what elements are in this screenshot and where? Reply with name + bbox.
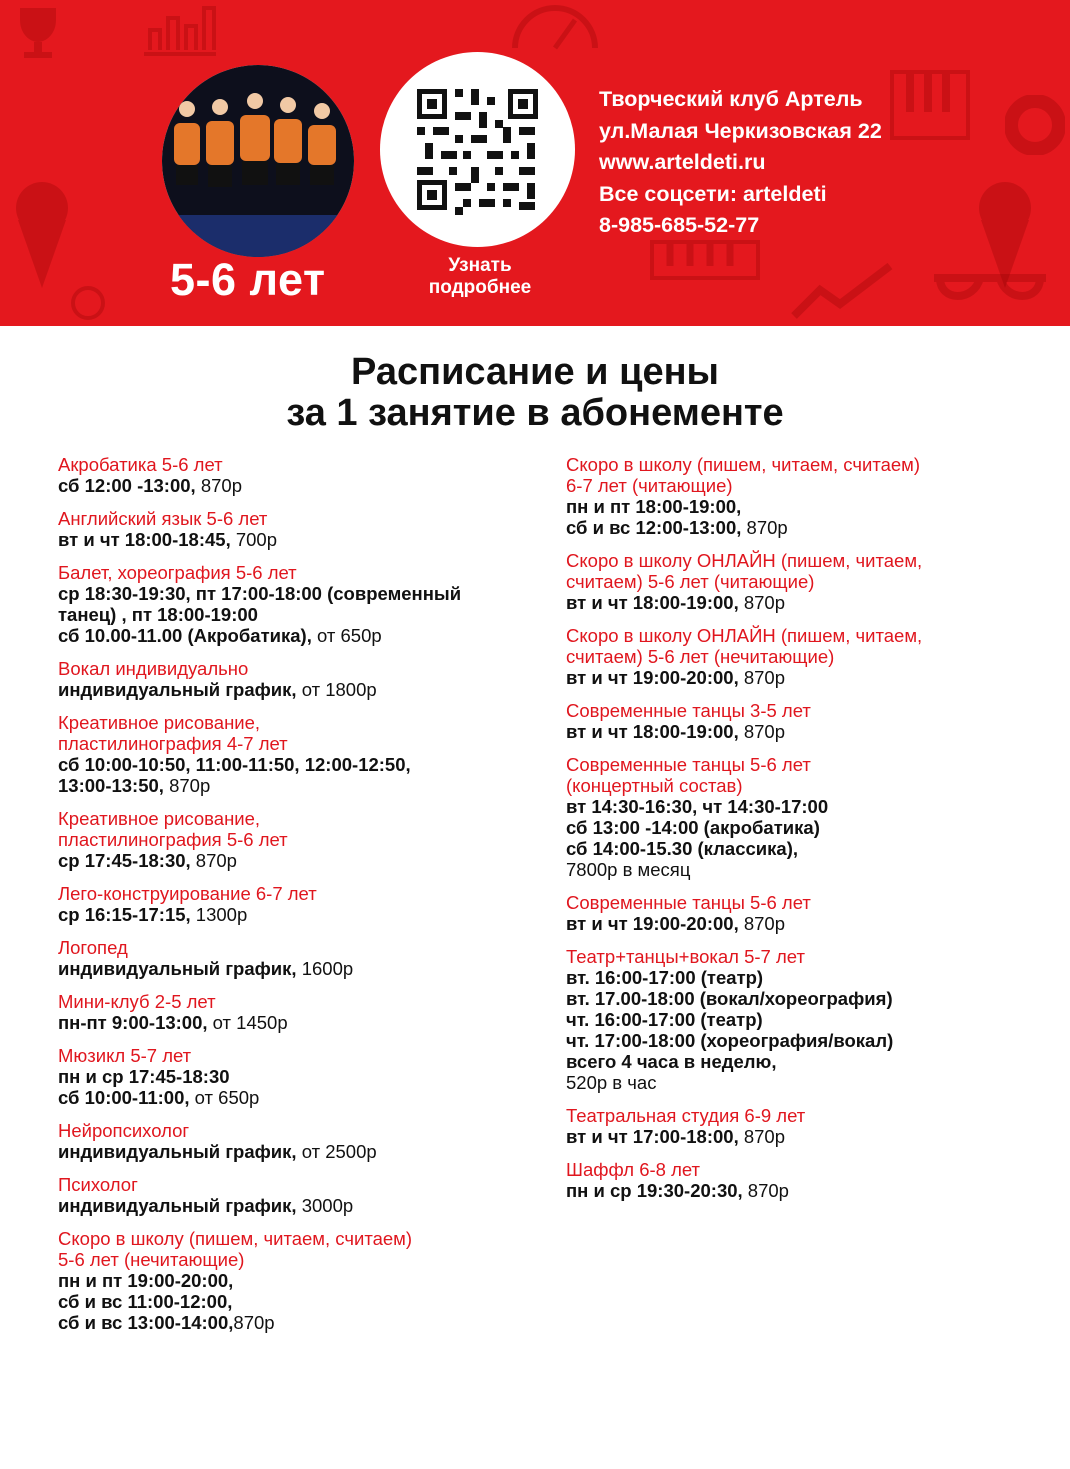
schedule-item-detail <box>566 1126 1036 1147</box>
schedule-item-detail <box>58 529 538 550</box>
schedule-item-detail <box>566 967 1036 1093</box>
schedule-item-price: 1300р <box>190 904 248 925</box>
schedule-item-detail <box>58 904 538 925</box>
schedule-item-time: индивидуальный график, <box>58 958 297 979</box>
schedule-item-price: 870р <box>741 517 788 538</box>
ice-cream-icon <box>12 180 72 290</box>
schedule-item-time: пн и ср 17:45-18:30 сб 10:00-11:00, <box>58 1066 230 1108</box>
club-website[interactable]: www.arteldeti.ru <box>599 150 766 174</box>
schedule-item <box>58 454 538 496</box>
schedule-item-detail <box>566 913 1036 934</box>
schedule-item-title: Современные танцы 3-5 лет <box>566 700 811 721</box>
schedule-item <box>566 946 1036 1093</box>
schedule-item-detail <box>58 1195 538 1216</box>
schedule-item-time: пн и ср 19:30-20:30, <box>566 1180 743 1201</box>
dancers-photo <box>162 65 354 257</box>
schedule-item-title: Балет, хореография 5-6 лет <box>58 562 297 583</box>
schedule-item-title: Вокал индивидуально <box>58 658 249 679</box>
trophy-icon <box>8 2 68 62</box>
schedule-item-title: Мюзикл 5-7 лет <box>58 1045 192 1066</box>
schedule-item-title: Креативное рисование, пластилинография 4-7 лет <box>58 712 288 754</box>
learn-more-link[interactable]: Узнать подробнее <box>428 255 532 298</box>
club-socials[interactable]: Все соцсети: arteldeti <box>599 181 827 206</box>
schedule-item-price: 7800р в месяц <box>566 859 691 880</box>
schedule-item-price: от 650р <box>189 1087 260 1108</box>
schedule-item-price: 870р <box>742 1180 789 1201</box>
schedule-item-title: Театр+танцы+вокал 5-7 лет <box>566 946 805 967</box>
schedule-item <box>566 1105 1036 1147</box>
smiley-icon <box>70 285 106 321</box>
page-title-line-2: за 1 занятие в абонементе <box>286 392 784 434</box>
schedule-item-detail <box>566 1180 1036 1201</box>
schedule-item-price: 870р <box>163 775 211 796</box>
schedule-item-price: от 1450р <box>207 1012 288 1033</box>
schedule-item-price: 870р <box>738 592 786 613</box>
schedule-item <box>566 550 1036 613</box>
schedule-item-detail <box>58 1066 538 1108</box>
schedule-item-price: 700р <box>230 529 278 550</box>
schedule-item-title: Лего-конструирование 6-7 лет <box>58 883 317 904</box>
donut-icon <box>1005 95 1065 155</box>
schedule-item-title: Шаффл 6-8 лет <box>566 1159 701 1180</box>
schedule-item <box>566 754 1036 880</box>
qr-code[interactable] <box>380 52 575 247</box>
schedule-item-detail <box>58 1141 538 1162</box>
schedule-item-detail <box>566 796 1036 880</box>
schedule-item-price: 870р <box>738 1126 786 1147</box>
schedule-item <box>58 562 538 646</box>
schedule-item-price: 870р <box>233 1312 275 1333</box>
schedule-item-title: Английский язык 5-6 лет <box>58 508 268 529</box>
schedule-item-detail <box>58 1270 538 1333</box>
schedule-item-title: Мини-клуб 2-5 лет <box>58 991 216 1012</box>
schedule-item <box>566 700 1036 742</box>
schedule-item <box>566 1159 1036 1201</box>
schedule-item-time: вт и чт 18:00-19:00, <box>566 592 739 613</box>
header-banner <box>0 0 1070 326</box>
schedule-item-price: от 1800р <box>296 679 377 700</box>
page-title <box>0 352 1070 434</box>
schedule-column-right <box>566 454 1036 1213</box>
schedule-item-title: Психолог <box>58 1174 138 1195</box>
schedule-item-detail <box>566 592 1036 613</box>
schedule-item-price: 520р в час <box>566 1072 657 1093</box>
schedule-item-detail <box>58 679 538 700</box>
piano-icon <box>890 70 970 140</box>
schedule-item-price: 1600р <box>296 958 354 979</box>
schedule-item-title: Нейропсихолог <box>58 1120 190 1141</box>
schedule-item-time: ср 18:30-19:30, пт 17:00-18:00 (современный танец) , пт 18:00-19:00 сб 10.00-11.00 (Акробатика), <box>58 583 462 646</box>
schedule-item <box>58 712 538 796</box>
club-phone[interactable]: 8-985-685-52-77 <box>599 213 760 237</box>
schedule-item-time: вт и чт 18:00-19:00, <box>566 721 739 742</box>
schedule-item-title: Современные танцы 5-6 лет (концертный состав) <box>566 754 811 796</box>
club-name: Творческий клуб Артель <box>599 87 863 111</box>
chart-icon <box>140 0 220 60</box>
schedule-item <box>566 625 1036 688</box>
schedule-item-title: Скоро в школу (пишем, читаем, считаем) 5-6 лет (нечитающие) <box>58 1228 413 1270</box>
schedule-item-time: сб 10:00-10:50, 11:00-11:50, 12:00-12:50, 13:00-13:50, <box>58 754 411 796</box>
schedule-item <box>58 508 538 550</box>
schedule-item-time: сб 12:00 -13:00, <box>58 475 196 496</box>
schedule-item-detail <box>566 721 1036 742</box>
age-label: 5-6 лет <box>170 254 326 305</box>
trend-icon <box>790 260 900 320</box>
schedule-item-time: индивидуальный график, <box>58 1195 297 1216</box>
schedule-item-time: вт. 16:00-17:00 (театр) вт. 17.00-18:00 (вокал/хореография) чт. 16:00-17:00 (театр) чт. 17:00-18:00 (хореография/вокал) всего 4 часа в неделю, <box>566 967 894 1072</box>
schedule-item-title: Креативное рисование, пластилинография 5-6 лет <box>58 808 288 850</box>
schedule-item <box>58 658 538 700</box>
sunglasses-icon <box>930 270 1050 320</box>
schedule-item-price: от 2500р <box>296 1141 377 1162</box>
club-address: ул.Малая Черкизовская 22 <box>599 118 882 143</box>
schedule-item-time: индивидуальный график, <box>58 1141 297 1162</box>
schedule-item <box>58 937 538 979</box>
schedule-item <box>58 1174 538 1216</box>
schedule-item <box>58 1228 538 1333</box>
schedule-item-time: вт и чт 17:00-18:00, <box>566 1126 739 1147</box>
schedule-item-title: Акробатика 5-6 лет <box>58 454 223 475</box>
schedule-item-time: пн-пт 9:00-13:00, <box>58 1012 208 1033</box>
schedule-item-title: Скоро в школу (пишем, читаем, считаем) 6-7 лет (читающие) <box>566 454 921 496</box>
schedule-column-left <box>58 454 538 1345</box>
schedule-item-time: вт 14:30-16:30, чт 14:30-17:00 сб 13:00 -14:00 (акробатика) сб 14:00-15.30 (классика), <box>566 796 829 859</box>
schedule-item-title: Логопед <box>58 937 128 958</box>
schedule-item-time: ср 17:45-18:30, <box>58 850 191 871</box>
schedule-item-price: от 650р <box>311 625 382 646</box>
schedule-item <box>58 1120 538 1162</box>
piano-keys-icon <box>650 240 760 280</box>
schedule-item-price: 870р <box>738 721 786 742</box>
schedule-item-title: Современные танцы 5-6 лет <box>566 892 811 913</box>
page-title-line-1: Расписание и цены <box>351 351 719 393</box>
schedule-item-time: вт и чт 19:00-20:00, <box>566 667 739 688</box>
schedule-item-title: Скоро в школу ОНЛАЙН (пишем, читаем, считаем) 5-6 лет (нечитающие) <box>566 625 923 667</box>
schedule-item-time: вт и чт 18:00-18:45, <box>58 529 231 550</box>
schedule-item-time: пн и пт 19:00-20:00, сб и вс 11:00-12:00, сб и вс 13:00-14:00, <box>58 1270 234 1333</box>
schedule-item <box>566 454 1036 538</box>
contact-block <box>599 84 882 242</box>
schedule-item-detail <box>58 475 538 496</box>
schedule-item-time: ср 16:15-17:15, <box>58 904 191 925</box>
schedule-item <box>58 808 538 871</box>
schedule-item-price: 870р <box>195 475 242 496</box>
schedule-item-time: индивидуальный график, <box>58 679 297 700</box>
schedule-item <box>566 892 1036 934</box>
schedule-item-title: Скоро в школу ОНЛАЙН (пишем, читаем, считаем) 5-6 лет (читающие) <box>566 550 923 592</box>
schedule-item-detail <box>58 850 538 871</box>
schedule-item-detail <box>58 1012 538 1033</box>
schedule-item <box>58 883 538 925</box>
schedule-item-title: Театральная студия 6-9 лет <box>566 1105 806 1126</box>
gauge-icon <box>510 0 600 50</box>
schedule-item-price: 870р <box>738 913 786 934</box>
schedule-item <box>58 1045 538 1108</box>
schedule-item-detail <box>58 754 538 796</box>
schedule-item-price: 870р <box>190 850 237 871</box>
schedule-item-detail <box>566 496 1036 538</box>
schedule-item-time: пн и пт 18:00-19:00, сб и вс 12:00-13:00, <box>566 496 742 538</box>
schedule-item-price: 3000р <box>296 1195 354 1216</box>
schedule-item-time: вт и чт 19:00-20:00, <box>566 913 739 934</box>
schedule-item-detail <box>58 583 538 646</box>
schedule-item-price: 870р <box>738 667 786 688</box>
schedule-item <box>58 991 538 1033</box>
schedule-item-detail <box>58 958 538 979</box>
schedule-item-detail <box>566 667 1036 688</box>
